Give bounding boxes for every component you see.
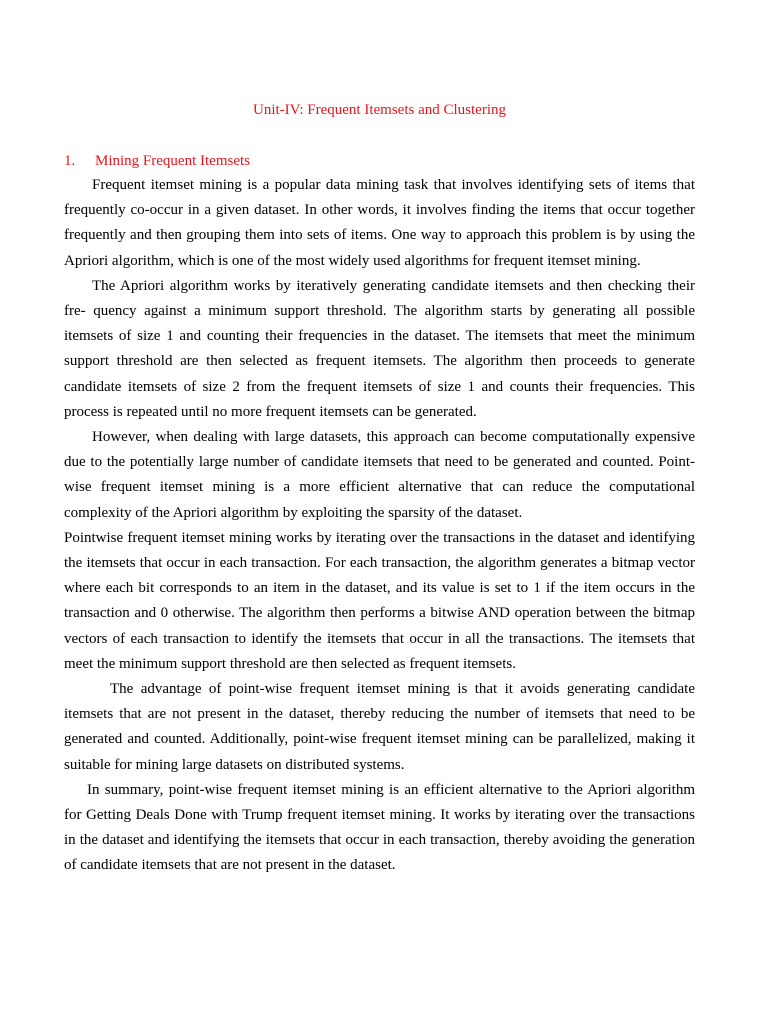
section-heading-text: Mining Frequent Itemsets xyxy=(95,153,250,169)
paragraph-2: The Apriori algorithm works by iteratively generating candidate itemsets and then checking their fre- quency against a minimum support threshold. The algorithm starts by generating all possible itemsets of size 1 and counting their frequencies in the dataset. The itemsets that meet the minimum support threshold are then selected as frequent itemsets. The algorithm then proceeds to generate candidate itemsets of size 2 from the frequent itemsets of size 1 and counts their frequencies. This process is repeated until no more frequent itemsets can be generated. xyxy=(64,277,695,420)
paragraph-5: The advantage of point-wise frequent itemset mining is that it avoids generating candidate itemsets that are not present in the dataset, thereby reducing the number of itemsets that need to be generated and counted. Additionally, point-wise frequent itemset mining can be parallelized, making it suitable for mining large datasets on distributed systems. xyxy=(64,681,695,773)
paragraph-6: In summary, point-wise frequent itemset mining is an efficient alternative to the Apriori algorithm for Getting Deals Done with Trump frequent itemset mining. It works by iterating over the transactions in the dataset and identifying the itemsets that occur in each transaction, thereby avoiding the generation of candidate itemsets that are not present in the dataset. xyxy=(64,781,695,874)
paragraph-3: However, when dealing with large datasets, this approach can become computationally expensive due to the potentially large number of candidate itemsets that need to be generated and counted. Point-wise frequent itemset mining is a more efficient alternative that can reduce the computational complexity of the Apriori algorithm by exploiting the sparsity of the dataset. xyxy=(64,429,695,521)
document-title: Unit-IV: Frequent Itemsets and Clustering xyxy=(252,102,506,118)
section-body xyxy=(64,173,695,879)
paragraph-1: Frequent itemset mining is a popular data mining task that involves identifying sets of items that frequently co-occur in a given dataset. In other words, it involves finding the items that occur together frequently and then grouping them into sets of items. One way to approach this problem is by using the Apriori algorithm, which is one of the most widely used algorithms for frequent itemset mining. xyxy=(64,177,695,269)
section-heading xyxy=(64,151,250,171)
paragraph-4: Pointwise frequent itemset mining works by iterating over the transactions in the dataset and identifying the itemsets that occur in each transaction. For each transaction, the algorithm generates a bitmap vector where each bit corresponds to an item in the dataset, and its value is set to 1 if the item occurs in the transaction and 0 otherwise. The algorithm then performs a bitwise AND operation between the bitmap vectors of each transaction to identify the itemsets that occur in all the transactions. The itemsets that meet the minimum support threshold are then selected as frequent itemsets. xyxy=(64,529,695,672)
section-number: 1. xyxy=(64,153,76,169)
